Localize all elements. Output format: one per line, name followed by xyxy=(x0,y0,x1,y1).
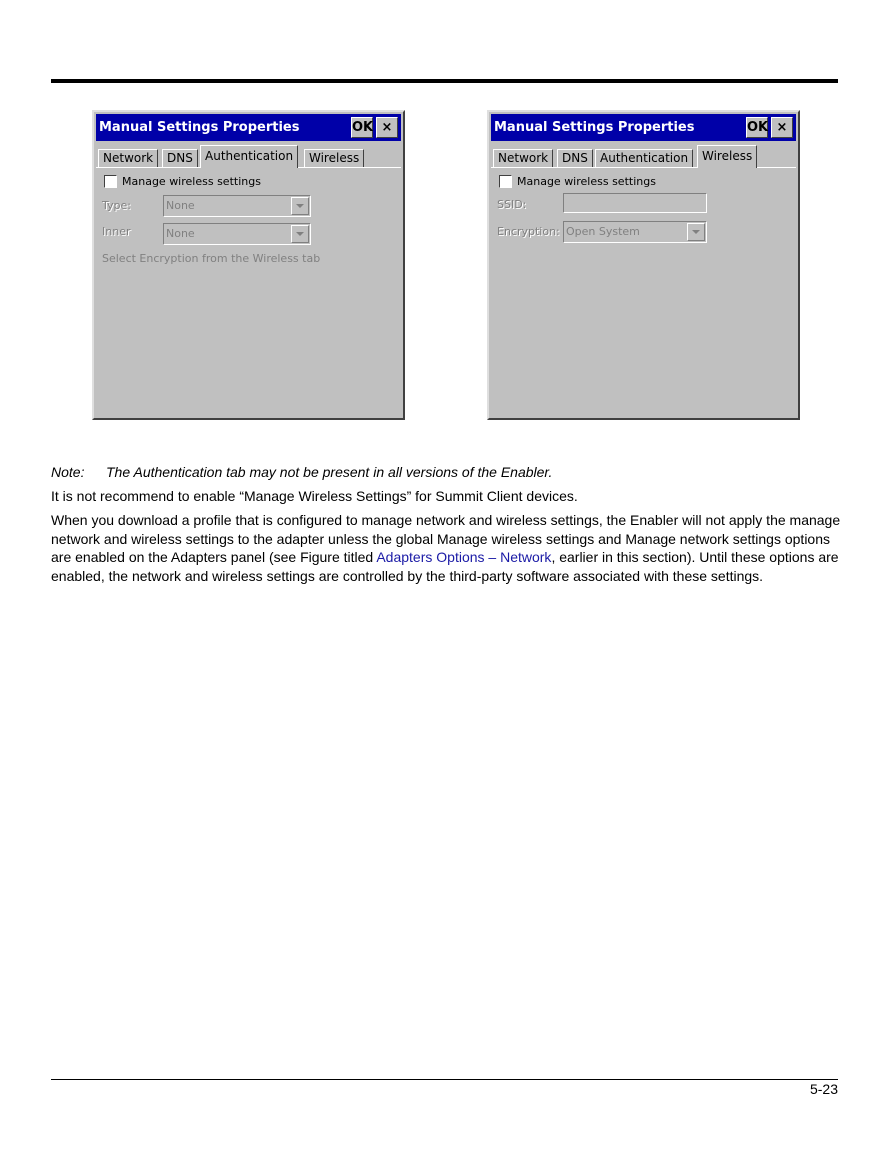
footer-rule xyxy=(51,1079,838,1080)
manage-wireless-checkbox[interactable] xyxy=(499,175,512,188)
tab-network[interactable]: Network xyxy=(98,149,158,167)
inner-dropdown[interactable] xyxy=(163,223,311,245)
encryption-value: Open System xyxy=(566,225,640,238)
adapters-options-link[interactable]: Adapters Options – Network xyxy=(376,549,552,565)
note-label: Note: xyxy=(51,464,85,480)
header-rule xyxy=(51,79,838,83)
manage-wireless-checkbox[interactable] xyxy=(104,175,117,188)
tab-strip xyxy=(98,145,399,167)
tab-authentication[interactable]: Authentication xyxy=(200,145,298,168)
dialog-title: Manual Settings Properties xyxy=(494,120,695,135)
paragraph-text-end: , earlier in this section). Until these options are enabled, the network and wireless settings are controlled by the third-party software associated with these settings. xyxy=(51,549,839,584)
page-number: 5-23 xyxy=(809,1081,838,1097)
title-bar xyxy=(491,114,796,141)
chevron-down-icon[interactable] xyxy=(687,223,705,241)
paragraph-text-start: When you download a profile that is configured to manage network and wireless settings, the Enabler will not apply the manage network and wireless settings to the adapter unless the global Manage wireless settings and Manage network settings options are enabled on the Adapters panel (see Figure titled xyxy=(51,512,841,565)
paragraph-summit: It is not recommend to enable “Manage Wireless Settings” for Summit Client devices. xyxy=(51,488,578,504)
inner-value: None xyxy=(166,227,195,240)
tab-dns[interactable]: DNS xyxy=(557,149,593,167)
close-button[interactable]: × xyxy=(376,117,398,138)
note-text: The Authentication tab may not be present in all versions of the Enabler. xyxy=(106,464,553,480)
close-button[interactable]: × xyxy=(771,117,793,138)
type-dropdown[interactable] xyxy=(163,195,311,217)
paragraph-download xyxy=(51,511,841,585)
manage-wireless-row[interactable] xyxy=(104,173,261,189)
ssid-label: SSID: xyxy=(497,198,527,211)
manage-wireless-label: Manage wireless settings xyxy=(517,174,656,188)
ok-button[interactable]: OK xyxy=(746,117,768,138)
ok-button[interactable]: OK xyxy=(351,117,373,138)
manage-wireless-row[interactable] xyxy=(499,173,656,189)
chevron-down-icon[interactable] xyxy=(291,197,309,215)
encryption-dropdown[interactable] xyxy=(563,221,707,243)
encryption-label: Encryption: xyxy=(497,225,560,238)
title-bar xyxy=(96,114,401,141)
dialog-title: Manual Settings Properties xyxy=(99,120,300,135)
auth-settings-dialog xyxy=(92,110,405,420)
tab-wireless[interactable]: Wireless xyxy=(304,149,364,167)
wireless-settings-dialog xyxy=(487,110,800,420)
tab-authentication[interactable]: Authentication xyxy=(595,149,693,167)
chevron-down-icon[interactable] xyxy=(291,225,309,243)
tab-network[interactable]: Network xyxy=(493,149,553,167)
tab-dns[interactable]: DNS xyxy=(162,149,198,167)
encryption-hint: Select Encryption from the Wireless tab xyxy=(102,252,321,265)
tab-wireless[interactable]: Wireless xyxy=(697,145,757,168)
tab-strip xyxy=(493,145,794,167)
type-label: Type: xyxy=(102,199,131,212)
note xyxy=(51,463,841,482)
manage-wireless-label: Manage wireless settings xyxy=(122,174,261,188)
type-value: None xyxy=(166,199,195,212)
inner-label: Inner xyxy=(102,225,131,238)
ssid-input[interactable] xyxy=(563,193,707,213)
